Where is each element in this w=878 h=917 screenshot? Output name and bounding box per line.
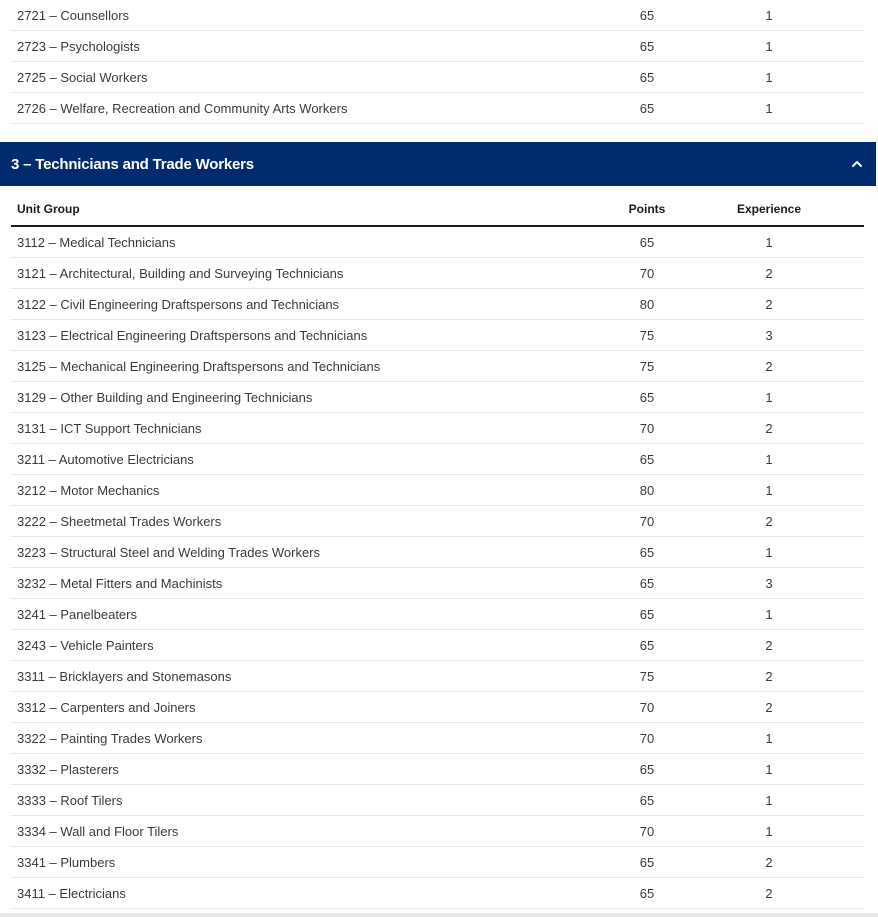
experience-value: 1 <box>765 823 773 839</box>
experience-value: 1 <box>765 482 773 498</box>
unit-group-name: 3322 – Painting Trades Workers <box>17 730 203 746</box>
table-row <box>11 568 864 599</box>
points-value: 65 <box>639 885 655 901</box>
unit-group-name: 3312 – Carpenters and Joiners <box>17 699 196 715</box>
table-row <box>11 506 864 537</box>
points-value: 65 <box>639 389 655 405</box>
table-row <box>11 847 864 878</box>
table-row <box>11 723 864 754</box>
points-value: 65 <box>639 7 655 23</box>
unit-group-name: 3129 – Other Building and Engineering Technicians <box>17 389 313 405</box>
experience-value: 1 <box>765 730 773 746</box>
unit-group-name: 3131 – ICT Support Technicians <box>17 420 202 436</box>
unit-group-name: 3311 – Bricklayers and Stonemasons <box>17 668 232 684</box>
points-value: 70 <box>639 823 655 839</box>
technicians-table <box>11 227 864 909</box>
unit-group-name: 3334 – Wall and Floor Tilers <box>17 823 179 839</box>
unit-group-name: 2723 – Psychologists <box>17 38 140 54</box>
unit-group-name: 3411 – Electricians <box>17 885 126 901</box>
unit-group-name: 3333 – Roof Tilers <box>17 792 123 808</box>
table-row <box>11 816 864 847</box>
experience-value: 1 <box>765 100 773 116</box>
table-row <box>11 351 864 382</box>
points-value: 65 <box>639 637 655 653</box>
experience-value: 1 <box>765 389 773 405</box>
table-row <box>11 537 864 568</box>
experience-value: 1 <box>765 451 773 467</box>
experience-value: 2 <box>765 854 773 870</box>
experience-value: 2 <box>765 513 773 529</box>
experience-value: 2 <box>765 637 773 653</box>
points-value: 75 <box>639 327 655 343</box>
table-row <box>11 785 864 816</box>
points-value: 75 <box>639 358 655 374</box>
points-value: 65 <box>639 38 655 54</box>
table-row <box>11 413 864 444</box>
table-row <box>11 444 864 475</box>
unit-group-name: 3222 – Sheetmetal Trades Workers <box>17 513 222 529</box>
unit-group-name: 3243 – Vehicle Painters <box>17 637 154 653</box>
experience-value: 2 <box>765 265 773 281</box>
table-row <box>11 382 864 413</box>
unit-group-name: 3241 – Panelbeaters <box>17 606 137 622</box>
section-title: 3 – Technicians and Trade Workers <box>11 155 254 173</box>
experience-value: 2 <box>765 420 773 436</box>
experience-value: 3 <box>765 327 773 343</box>
experience-value: 2 <box>765 358 773 374</box>
table-row <box>11 878 864 909</box>
points-value: 65 <box>639 854 655 870</box>
table-row <box>11 475 864 506</box>
table-row <box>11 62 864 93</box>
table-row <box>11 630 864 661</box>
experience-value: 1 <box>765 544 773 560</box>
unit-group-name: 3232 – Metal Fitters and Machinists <box>17 575 223 591</box>
table-row <box>11 692 864 723</box>
points-value: 65 <box>639 69 655 85</box>
table-row <box>11 93 864 124</box>
unit-group-name: 2721 – Counsellors <box>17 7 130 23</box>
unit-group-name: 3121 – Architectural, Building and Surveying Technicians <box>17 265 344 281</box>
unit-group-name: 3223 – Structural Steel and Welding Trades Workers <box>17 544 321 560</box>
points-value: 80 <box>639 296 655 312</box>
chevron-up-icon[interactable] <box>842 149 872 179</box>
experience-value: 2 <box>765 668 773 684</box>
table-row <box>11 320 864 351</box>
unit-group-name: 3125 – Mechanical Engineering Draftspersons and Technicians <box>17 358 381 374</box>
points-value: 80 <box>639 482 655 498</box>
points-value: 65 <box>639 451 655 467</box>
previous-section-table <box>11 0 864 124</box>
unit-group-name: 2726 – Welfare, Recreation and Community Arts Workers <box>17 100 348 116</box>
points-value: 65 <box>639 761 655 777</box>
experience-value: 1 <box>765 69 773 85</box>
table-row <box>11 227 864 258</box>
table-row <box>11 31 864 62</box>
points-value: 65 <box>639 544 655 560</box>
points-value: 65 <box>639 234 655 250</box>
table-row <box>11 754 864 785</box>
column-header-experience: Experience <box>736 202 802 216</box>
experience-value: 1 <box>765 761 773 777</box>
table-row <box>11 599 864 630</box>
points-value: 75 <box>639 668 655 684</box>
points-value: 65 <box>639 792 655 808</box>
table-header <box>11 186 864 227</box>
column-header-unit-group: Unit Group <box>17 202 80 216</box>
points-value: 65 <box>639 100 655 116</box>
experience-value: 1 <box>765 7 773 23</box>
column-header-points: Points <box>628 202 666 216</box>
table-row <box>11 258 864 289</box>
table-row <box>11 289 864 320</box>
table-row <box>11 0 864 31</box>
experience-value: 1 <box>765 792 773 808</box>
experience-value: 3 <box>765 575 773 591</box>
section-header-technicians[interactable] <box>0 142 876 186</box>
points-value: 70 <box>639 265 655 281</box>
experience-value: 2 <box>765 296 773 312</box>
unit-group-name: 3212 – Motor Mechanics <box>17 482 160 498</box>
unit-group-name: 2725 – Social Workers <box>17 69 148 85</box>
experience-value: 1 <box>765 38 773 54</box>
unit-group-name: 3211 – Automotive Electricians <box>17 451 194 467</box>
experience-value: 1 <box>765 234 773 250</box>
experience-value: 2 <box>765 885 773 901</box>
divider <box>0 913 878 917</box>
points-value: 70 <box>639 513 655 529</box>
experience-value: 2 <box>765 699 773 715</box>
unit-group-name: 3332 – Plasterers <box>17 761 119 777</box>
unit-group-name: 3123 – Electrical Engineering Draftspersons and Technicians <box>17 327 368 343</box>
unit-group-name: 3122 – Civil Engineering Draftspersons and Technicians <box>17 296 340 312</box>
points-value: 70 <box>639 420 655 436</box>
points-value: 70 <box>639 730 655 746</box>
table-row <box>11 661 864 692</box>
points-value: 70 <box>639 699 655 715</box>
unit-group-name: 3112 – Medical Technicians <box>17 234 176 250</box>
points-value: 65 <box>639 575 655 591</box>
points-value: 65 <box>639 606 655 622</box>
experience-value: 1 <box>765 606 773 622</box>
unit-group-name: 3341 – Plumbers <box>17 854 116 870</box>
